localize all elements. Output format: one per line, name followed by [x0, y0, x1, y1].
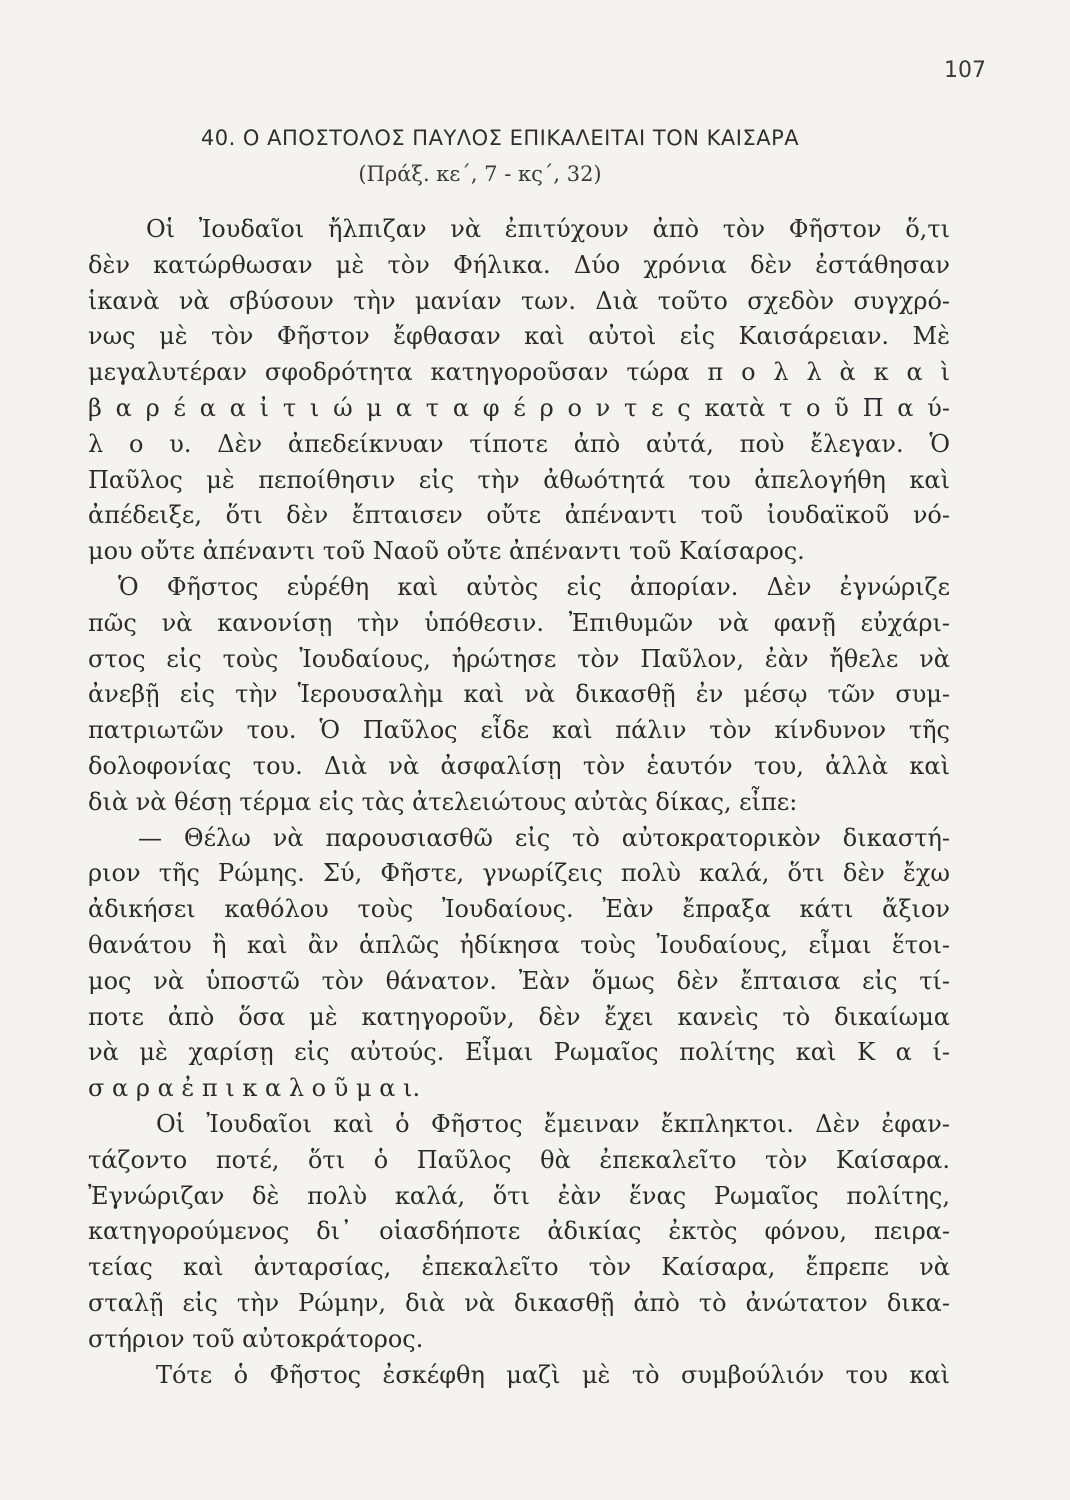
- text-line: Ἐγνώριζαν δὲ πολὺ καλά, ὅτι ἐὰν ἕνας Ρωμαῖος πολίτης,: [88, 1181, 950, 1210]
- text-line: νως μὲ τὸν Φῆστον ἔφθασαν καὶ αὐτοὶ εἰς Καισάρειαν. Μὲ: [88, 322, 950, 351]
- text-line: Τότε ὁ Φῆστος ἐσκέφθη μαζὶ μὲ τὸ συμβούλιόν του καὶ: [156, 1360, 950, 1389]
- scripture-reference: (Πράξ. κε΄, 7 - κς΄, 32): [358, 162, 602, 186]
- text-line: ποτε ἀπὸ ὅσα μὲ κατηγοροῦν, δὲν ἔχει κανεὶς τὸ δικαίωμα: [88, 1002, 950, 1031]
- text-line: νὰ μὲ χαρίσῃ εἰς αὐτούς. Εἶμαι Ρωμαῖος πολίτης καὶ Κ α ί-: [88, 1038, 950, 1067]
- text-line: τείας καὶ ἀνταρσίας, ἐπεκαλεῖτο τὸν Καίσαρα, ἔπρεπε νὰ: [88, 1253, 950, 1282]
- text-line: πῶς νὰ κανονίσῃ τὴν ὑπόθεσιν. Ἐπιθυμῶν νὰ φανῇ εὐχάρι-: [88, 608, 950, 637]
- text-line: σταλῇ εἰς τὴν Ρώμην, διὰ νὰ δικασθῇ ἀπὸ τὸ ἀνώτατον δικα-: [88, 1288, 950, 1317]
- chapter-title: 40. Ο ΑΠΟΣΤΟΛΟΣ ΠΑΥΛΟΣ ΕΠΙΚΑΛΕΙΤΑΙ ΤΟΝ ΚΑΙΣΑΡΑ: [200, 126, 800, 150]
- text-line: Οἱ Ἰουδαῖοι καὶ ὁ Φῆστος ἔμειναν ἔκπληκτοι. Δὲν ἐφαν-: [156, 1109, 950, 1138]
- text-line: Οἱ Ἰουδαῖοι ἤλπιζαν νὰ ἐπιτύχουν ἀπὸ τὸν Φῆστον ὅ,τι: [146, 215, 950, 243]
- text-line: ἀδικήσει καθόλου τοὺς Ἰουδαίους. Ἐὰν ἔπραξα κάτι ἄξιον: [88, 895, 950, 924]
- text-line: λ ο υ. Δὲν ἀπεδείκνυαν τίποτε ἀπὸ αὐτά, ποὺ ἔλεγαν. Ὁ: [88, 429, 950, 458]
- text-line: Παῦλος μὲ πεποίθησιν εἰς τὴν ἀθωότητά του ἀπελογήθη καὶ: [88, 465, 950, 494]
- text-line: μεγαλυτέραν σφοδρότητα κατηγοροῦσαν τώρα π ο λ λ ὰ κ α ὶ: [88, 358, 950, 387]
- text-line: μος νὰ ὑποστῶ τὸν θάνατον. Ἐὰν ὅμως δὲν ἔπταισα εἰς τί-: [88, 966, 950, 995]
- text-line: ἀπέδειξε, ὅτι δὲν ἔπταισεν οὔτε ἀπέναντι τοῦ ἰουδαϊκοῦ νό-: [88, 501, 950, 530]
- text-line: πατριωτῶν του. Ὁ Παῦλος εἶδε καὶ πάλιν τὸν κίνδυνον τῆς: [88, 716, 950, 745]
- text-line: σ α ρ α ἐ π ι κ α λ ο ῦ μ α ι.: [88, 1074, 421, 1103]
- text-line: τάζοντο ποτέ, ὅτι ὁ Παῦλος θὰ ἐπεκαλεῖτο τὸν Καίσαρα.: [88, 1145, 950, 1174]
- text-line: στήριον τοῦ αὐτοκράτορος.: [88, 1324, 424, 1353]
- text-line: μου οὔτε ἀπέναντι τοῦ Ναοῦ οὔτε ἀπέναντι τοῦ Καίσαρος.: [88, 537, 805, 566]
- text-line: ἀνεβῇ εἰς τὴν Ἱερουσαλὴμ καὶ νὰ δικασθῇ ἐν μέσῳ τῶν συμ-: [88, 680, 950, 709]
- text-line: δὲν κατώρθωσαν μὲ τὸν Φήλικα. Δύο χρόνια δὲν ἐστάθησαν: [88, 250, 950, 279]
- text-line: κατηγορούμενος δι᾽ οἱασδήποτε ἀδικίας ἐκτὸς φόνου, πειρα-: [88, 1217, 950, 1246]
- text-line: β α ρ έ α α ἰ τ ι ώ μ α τ α φ έ ρ ο ν τ ε ς κατὰ τ ο ῦ Π α ύ-: [88, 393, 950, 422]
- text-line: στος εἰς τοὺς Ἰουδαίους, ἠρώτησε τὸν Παῦλον, ἐὰν ἤθελε νὰ: [88, 644, 950, 673]
- text-line: θανάτου ἢ καὶ ἂν ἁπλῶς ἠδίκησα τοὺς Ἰουδαίους, εἶμαι ἕτοι-: [88, 930, 950, 959]
- page-number: 107: [944, 58, 986, 83]
- text-line: — Θέλω νὰ παρουσιασθῶ εἰς τὸ αὐτοκρατορικὸν δικαστή-: [138, 823, 950, 852]
- text-line: ἱκανὰ νὰ σβύσουν τὴν μανίαν των. Διὰ τοῦτο σχεδὸν συγχρό-: [88, 286, 950, 315]
- body-text: [88, 212, 950, 1393]
- text-line: διὰ νὰ θέσῃ τέρμα εἰς τὰς ἀτελειώτους αὐτὰς δίκας, εἶπε:: [88, 787, 798, 816]
- text-line: Ὁ Φῆστος εὑρέθη καὶ αὐτὸς εἰς ἀπορίαν. Δὲν ἐγνώριζε: [118, 572, 950, 601]
- text-line: δολοφονίας του. Διὰ νὰ ἀσφαλίσῃ τὸν ἑαυτόν του, ἀλλὰ καὶ: [88, 751, 950, 780]
- text-line: ριον τῆς Ρώμης. Σύ, Φῆστε, γνωρίζεις πολὺ καλά, ὅτι δὲν ἔχω: [88, 859, 950, 888]
